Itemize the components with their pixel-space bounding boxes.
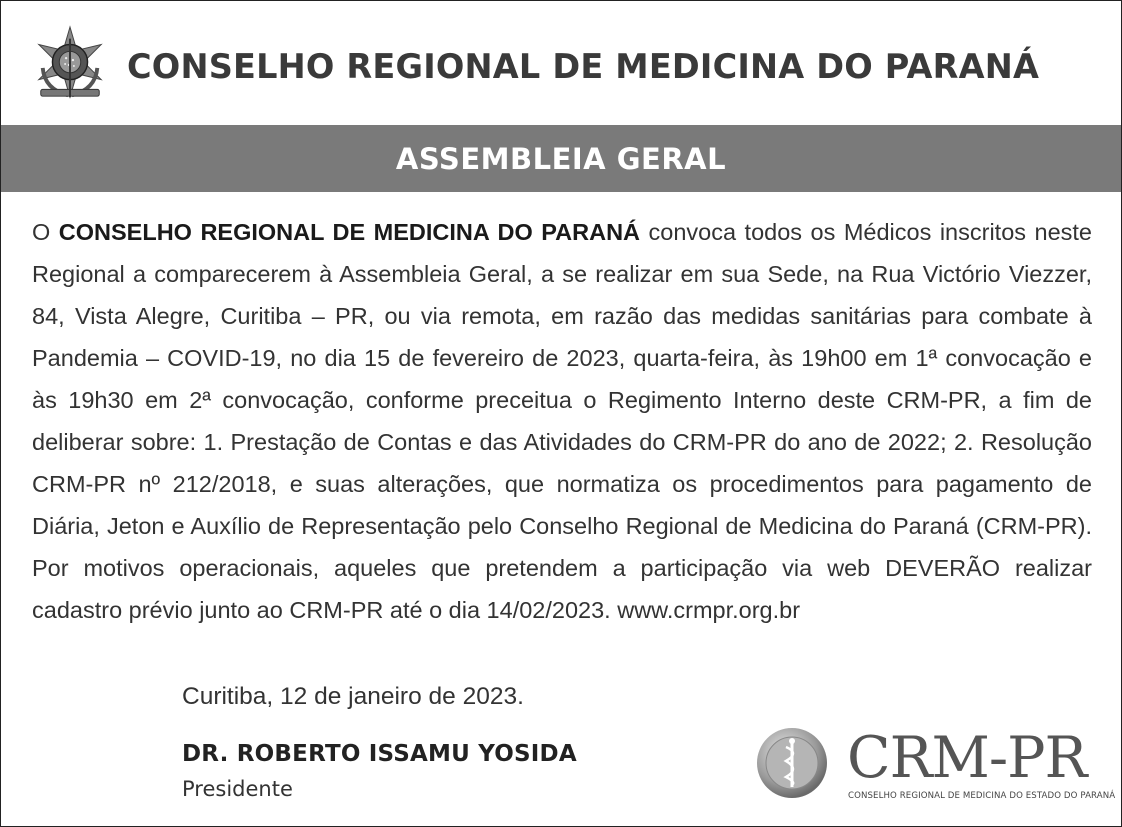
notice-lead: O	[32, 219, 59, 245]
banner-title: ASSEMBLEIA GERAL	[395, 141, 727, 176]
signer-role: Presidente	[182, 777, 293, 801]
banner	[1, 125, 1121, 192]
header	[1, 1, 1121, 125]
signer-name: DR. ROBERTO ISSAMU YOSIDA	[182, 741, 577, 767]
notice-text: convoca todos os Médicos inscritos neste Regional a comparecerem à Assembleia Geral, a se realizar em sua Sede, na Rua Victório Viezzer, 84, Vista Alegre, Curitiba – PR, ou via remota, em razão das medidas sanitárias para combate à Pandemia – COVID-19, no dia 15 de fevereiro de 2023, quarta-feira, às 19h00 em 1ª convocação e às 19h30 em 2ª convocação, conforme preceitua o Regimento Interno deste CRM-PR, a fim de deliberar sobre: 1. Prestação de Contas e das Atividades do CRM-PR do ano de 2022; 2. Resolução CRM-PR nº 212/2018, e suas alterações, que normatiza os procedimentos para pagamento de Diária, Jeton e Auxílio de Representação pelo Conselho Regional de Medicina do Paraná (CRM-PR). Por motivos operacionais, aqueles que pretendem a participação via web DEVERÃO realizar cadastro prévio junto ao CRM-PR até o dia 14/02/2023. www.crmpr.org.br	[32, 219, 1092, 623]
brazil-coat-of-arms-icon	[31, 25, 109, 103]
notice-org-name: CONSELHO REGIONAL DE MEDICINA DO PARANÁ	[58, 219, 641, 245]
logo-subtitle: CONSELHO REGIONAL DE MEDICINA DO ESTADO DO PARANÁ	[848, 791, 1116, 801]
date-line: Curitiba, 12 de janeiro de 2023.	[182, 683, 524, 710]
logo-text: CRM-PR	[847, 725, 1087, 791]
notice-body	[32, 211, 1092, 631]
org-title: CONSELHO REGIONAL DE MEDICINA DO PARANÁ	[127, 47, 1040, 86]
caduceus-emblem-icon	[756, 727, 828, 799]
